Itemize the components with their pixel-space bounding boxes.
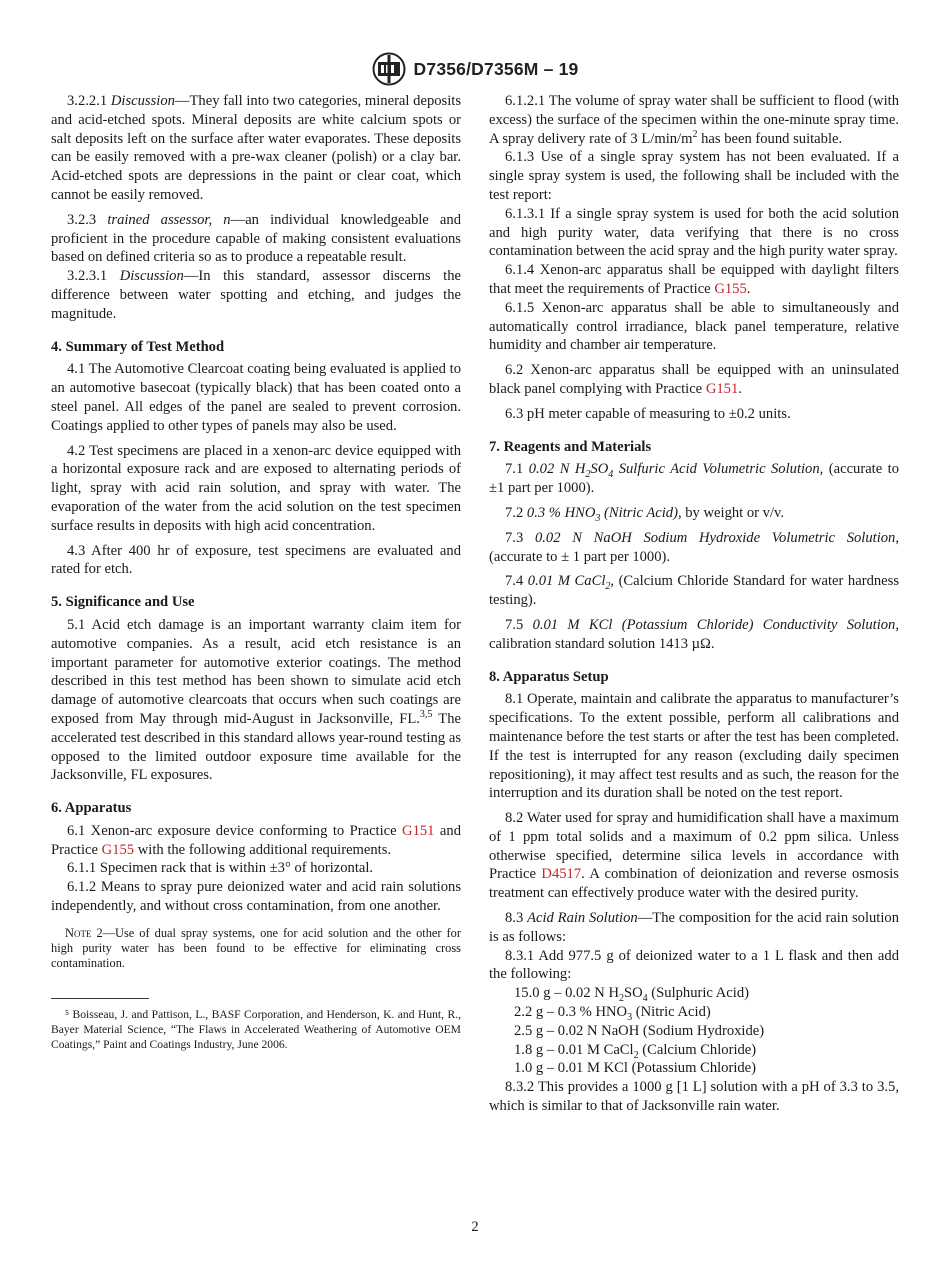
paragraph-3-2-2-1: 3.2.2.1 Discussion—They fall into two categories, mineral deposits and acid-etched spots. Mineral deposits are white calcium spots or salt deposits left on the surface after water evaporates. These deposits can be easily removed with a pre-wax cleaner (polish) or a clay bar. Acid-etched spots are depressions in the paint or clear coat, which cannot be easily removed.: [51, 93, 462, 203]
reagent-line: 15.0 g – 0.02 N $H_2SO_4$ (Sulphuric Acid): [514, 985, 749, 1005]
paragraph-6-3: 6.3 pH meter capable of measuring to ±0.2 units.: [505, 405, 791, 422]
paragraph-8-2: 8.2 Water used for spray and humidification shall have a maximum of 1 ppm total solids and a maximum of 0.2 ppm silica. Unless otherwise specified, determine silica levels in accordance with Practice D4517. A combination of deionization and reverse osmosis treatment can effectively produce water with the desired purity.: [489, 810, 899, 902]
section-heading-8: 8. Apparatus Setup: [489, 668, 609, 685]
astm-logo-icon: [372, 52, 406, 86]
paragraph-7-2: 7.2 0.3 % $HNO_3$ (Nitric Acid), by weight or v/v.: [505, 504, 785, 524]
section-heading-4: 4. Summary of Test Method: [51, 338, 225, 355]
paragraph-4-2: 4.2 Test specimens are placed in a xenon-arc device equipped with a horizontal exposure rack and are exposed to alternating periods of light, spray with acid rain solution, and spray with water. The evaporation of the water from the acid solution on the test specimen surface results in deposits with high acid concentration.: [51, 442, 461, 534]
right-column: [489, 92, 899, 1116]
paragraph-6-1-4: 6.1.4 Xenon-arc apparatus shall be equipped with daylight filters that meet the requirements of Practice G155.: [489, 262, 899, 297]
ref-link-d4517[interactable]: D4517: [541, 866, 582, 883]
reagent-line: 1.0 g – 0.01 M KCl (Potassium Chloride): [514, 1060, 757, 1077]
paragraph-6-1-2: 6.1.2 Means to spray pure deionized water and acid rain solutions independently, and without cross contamination, from one another.: [51, 879, 461, 915]
paragraph-4-1: 4.1 The Automotive Clearcoat coating being evaluated is applied to an automotive basecoat (typically black) that has been coated onto a steel panel. All edges of the panel are sealed to prevent corrosion. Coatings applied to other types of panels may also be used.: [51, 361, 461, 434]
note-2: Note 2—Use of dual spray systems, one for acid solution and the other for high purity water has been found to be effective for eliminating cross contamination.: [51, 925, 461, 970]
paragraph-8-3-2: 8.3.2 This provides a 1000 g [1 L] solution with a pH of 3.3 to 3.5, which is similar to that of Jacksonville rain water.: [489, 1079, 899, 1115]
paragraph-6-1-1: 6.1.1 Specimen rack that is within ±3° of horizontal.: [67, 860, 374, 877]
reagent-line: 2.2 g – 0.3 % $HNO_3$ (Nitric Acid): [514, 1004, 711, 1023]
paragraph-8-3-1: 8.3.1 Add 977.5 g of deionized water to a 1 L flask and then add the following:: [489, 947, 899, 983]
section-heading-6: 6. Apparatus: [51, 800, 132, 817]
ref-link-g155[interactable]: G155: [101, 841, 135, 858]
page-number: 2: [471, 1219, 479, 1235]
ref-link-g151[interactable]: G151: [705, 380, 739, 397]
paragraph-6-1-3-1: 6.1.3.1 If a single spray system is used for both the acid solution and high purity water, data verifying that there is no cross contamination between the acid spray and the high purity water spray.: [489, 205, 899, 260]
section-heading-7: 7. Reagents and Materials: [489, 438, 652, 455]
reagent-line: 1.8 g – 0.01 M CaCl$_2$ (Calcium Chloride): [514, 1041, 757, 1061]
paragraph-6-1-3: 6.1.3 Use of a single spray system has not been evaluated. If a single spray system is used, the following shall be included with the test report:: [489, 149, 899, 203]
paragraph-8-3: 8.3 Acid Rain Solution—The composition for the acid rain solution is as follows:: [489, 910, 899, 945]
paragraph-6-1-5: 6.1.5 Xenon-arc apparatus shall be able to simultaneously and automatically control irradiance, black panel temperature, relative humidity and chamber air temperature.: [489, 299, 899, 354]
ref-link-g151[interactable]: G151: [402, 822, 435, 839]
paragraph-7-5: 7.5 0.01 M KCl (Potassium Chloride) Conductivity Solution, calibration standard solution 1413 µΩ.: [489, 616, 899, 652]
paragraph-6-1-2-1: 6.1.2.1 The volume of spray water shall be sufficient to flood (with excess) the surface of the specimen within the one-minute spray time. A spray delivery rate of 3 $L/\min/m^2$ has been found suitable.: [489, 93, 899, 147]
paragraph-6-1: 6.1 Xenon-arc exposure device conforming to Practice G151 and Practice G155 with the following additional requirements.: [51, 822, 461, 858]
footnote-rule: [51, 998, 149, 999]
paragraph-3-2-3: 3.2.3 trained assessor, n—an individual knowledgeable and proficient in the procedure capable of making consistent evaluations based on defined criteria so as to produce a repeatable result.: [51, 211, 461, 266]
paragraph-3-2-3-1: 3.2.3.1 Discussion—In this standard, assessor discerns the difference between water spotting and etching, and judges the magnitude.: [51, 268, 461, 322]
ref-link-g155[interactable]: G155: [714, 280, 747, 297]
header: [0, 52, 950, 86]
paragraph-7-3: 7.3 0.02 N NaOH Sodium Hydroxide Volumetric Solution, (accurate to ± 1 part per 1000).: [489, 529, 900, 565]
paragraph-6-2: 6.2 Xenon-arc apparatus shall be equipped with an uninsulated black panel complying with Practice G151.: [489, 362, 899, 397]
section-heading-5: 5. Significance and Use: [51, 594, 195, 611]
left-column: [51, 92, 461, 1052]
document-designation: D7356/D7356M – 19: [413, 58, 579, 79]
paragraph-4-3: 4.3 After 400 hr of exposure, test specimens are evaluated and rated for etch.: [51, 542, 461, 578]
paragraph-5-1: 5.1 Acid etch damage is an important warranty claim item for automotive companies. As a result, acid etch resistance is an important parameter for automotive exterior coatings. The method described in this test method has been shown to simulate acid etch damage of automotive clearcoats that occurs when such coatings are exposed from May through mid-August in Jacksonville, FL.$^{3,5}$ The accelerated test described in this standard allows year-round testing as opposed to the limited outdoor exposure time available for the Jacksonville, FL exposures.: [51, 616, 461, 784]
footnote-5: ⁵ Boisseau, J. and Pattison, L., BASF Corporation, and Henderson, K. and Hunt, R., Bayer Material Science, “The Flaws in Accelerated Weathering of Automotive OEM Coatings,” Paint and Coatings Industry, June 2006.: [51, 1007, 461, 1051]
reagent-line: 2.5 g – 0.02 N NaOH (Sodium Hydroxide): [514, 1022, 765, 1039]
paragraph-8-1: 8.1 Operate, maintain and calibrate the apparatus to manufacturer’s specifications. To the extent possible, perform all calibrations and maintenance before the test starts or after the test has been completed. If the test is interrupted for any reason (excluding daily specimen repositioning), it may affect test results and as such, the reason for the interruption and its duration shall be noted on the test report.: [489, 691, 899, 802]
paragraph-7-1: 7.1 0.02 N $H_2SO_4$ Sulfuric Acid Volumetric Solution, (accurate to ±1 part per 1000).: [489, 461, 900, 497]
paragraph-7-4: 7.4 0.01 M CaCl$_2$, (Calcium Chloride Standard for water hardness testing).: [489, 573, 899, 609]
